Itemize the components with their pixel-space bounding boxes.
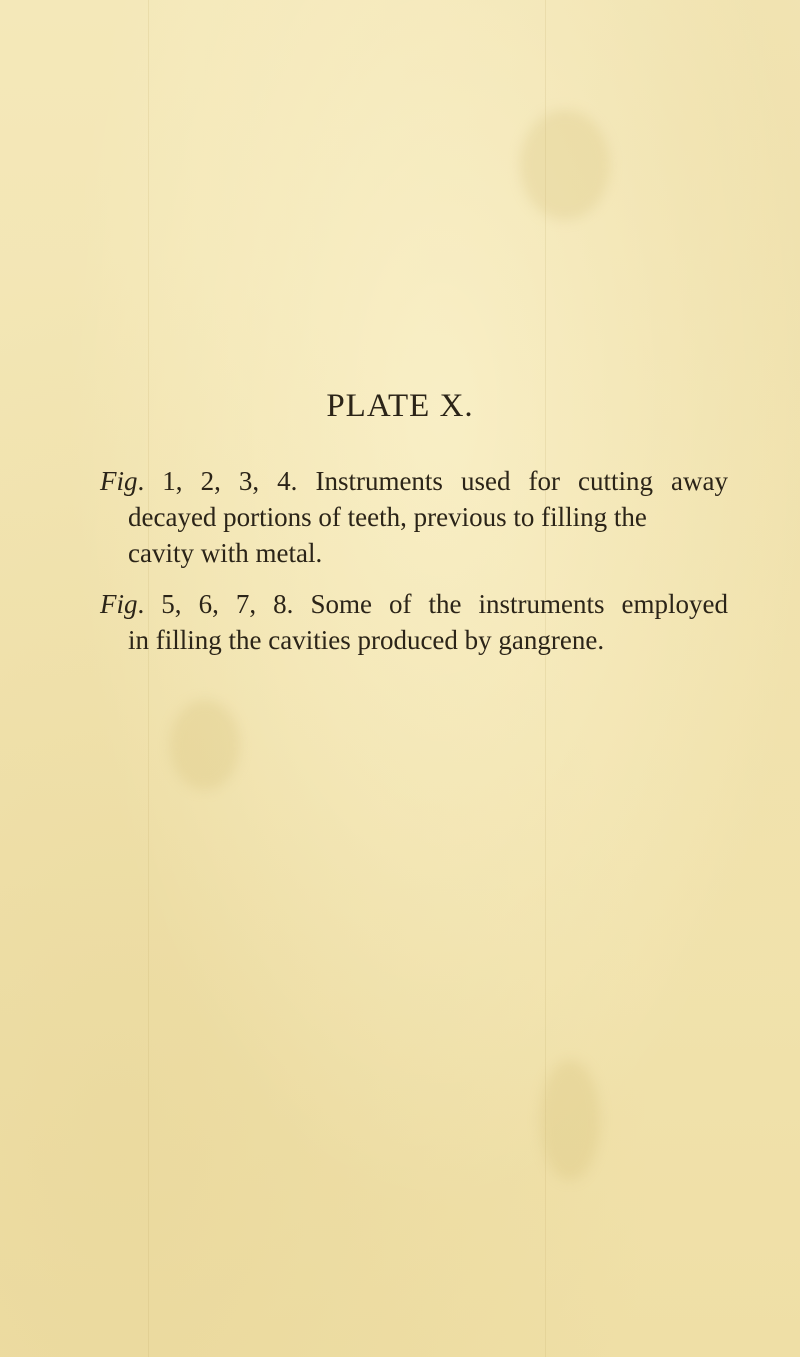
plate-title: PLATE X. [326,388,474,424]
caption-text: Instruments used for cutting away [315,466,729,496]
paper-stain [170,700,240,790]
paper-stain [540,1060,600,1180]
caption-line: cavity with metal. [128,538,323,568]
caption-line: decayed portions of teeth, previous to filling the [128,502,647,532]
figure-caption-2 [100,586,740,658]
fig-numbers: . 1, 2, 3, 4. [137,466,298,496]
caption-line [100,463,728,499]
paper-fold-line [148,0,149,1357]
fig-label: Fig [100,466,138,496]
fig-label: Fig [100,589,138,619]
figure-caption-1 [100,463,740,571]
fig-numbers: . 5, 6, 7, 8. [137,589,294,619]
caption-line: in filling the cavities produced by gangrene. [128,625,605,655]
paper-stain [520,110,610,220]
caption-line [100,586,728,622]
caption-text: Some of the instruments employed [310,589,729,619]
